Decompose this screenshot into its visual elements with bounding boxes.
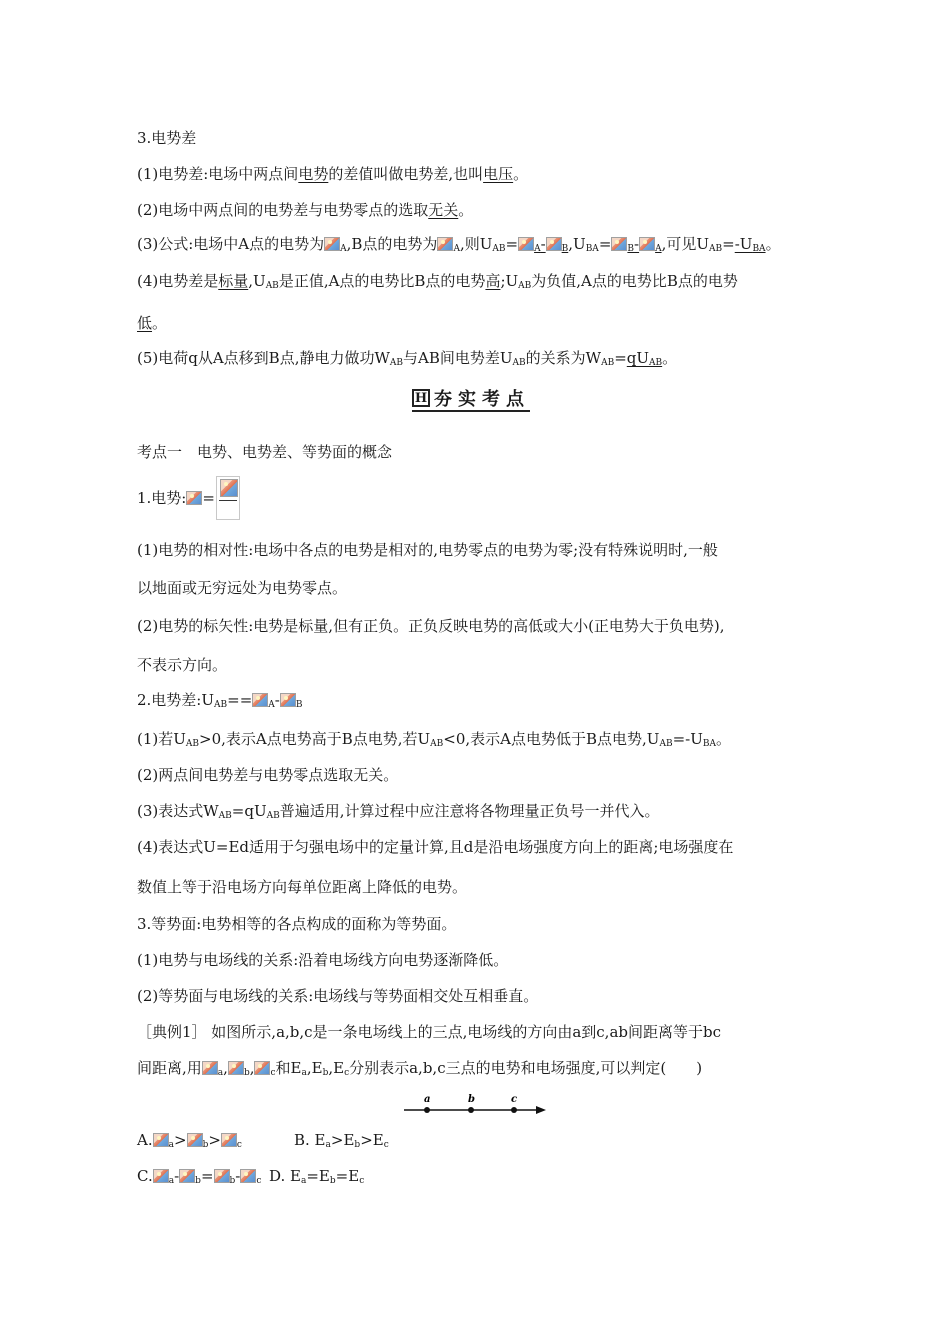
text: (2)等势面与电场线的关系:电场线与等势面相交处互相垂直。 — [137, 987, 539, 1005]
option-b — [294, 1130, 444, 1150]
text: - — [274, 691, 280, 709]
underlined-answer: 标量 — [218, 272, 249, 290]
subscript: AB — [218, 811, 232, 821]
subscript: B — [561, 244, 569, 254]
text: (3)公式:电场中A点的电势为 — [137, 235, 325, 253]
text: 不表示方向。 — [137, 656, 228, 674]
text: (1)电势的相对性:电场中各点的电势是相对的,电势零点的电势为零;没有特殊说明时,一般 — [137, 541, 718, 559]
subscript: b — [322, 1068, 329, 1078]
subscript: a — [301, 1068, 307, 1078]
point-c — [511, 1107, 517, 1113]
text: 以地面或无穷远处为电势零点。 — [137, 579, 348, 597]
paragraph-2 — [137, 200, 827, 220]
text: ,E — [306, 1059, 323, 1077]
text-line — [137, 616, 827, 636]
phi-symbol-image — [254, 1061, 270, 1075]
text: - — [235, 1167, 241, 1185]
text: 考点一 电势、电势差、等势面的概念 — [137, 443, 393, 461]
text: (2)电场中两点间的电势差与电势零点的选取 — [137, 201, 429, 219]
phi-symbol-image — [240, 1169, 256, 1183]
text: A. — [137, 1131, 153, 1149]
text: - — [634, 235, 640, 253]
text: ,U — [568, 235, 586, 253]
subscript: B — [295, 700, 303, 710]
text: (1)电势差:电场中两点间 — [137, 165, 299, 183]
subscript: AB — [512, 358, 526, 368]
electric-field-line-diagram — [400, 1092, 550, 1122]
subscript: a — [300, 1176, 307, 1186]
subscript: AB — [389, 358, 404, 368]
text: ,则U — [459, 235, 493, 253]
label-a: a — [424, 1094, 431, 1105]
underlined-answer: 电压 — [483, 165, 514, 183]
text: 3.电势差 — [137, 129, 197, 147]
text: >E — [330, 1131, 355, 1149]
phi-symbol-image — [252, 693, 268, 707]
text: 。 — [765, 235, 781, 253]
option-a — [137, 1130, 287, 1150]
text-line — [137, 765, 827, 785]
subscript: AB — [518, 281, 532, 291]
text: B. E — [294, 1131, 326, 1149]
phi-symbol-image — [280, 693, 296, 707]
phi-symbol-image — [153, 1169, 169, 1183]
text: 为负值,A点的电势比B点的电势 — [531, 272, 738, 290]
label-b: b — [468, 1094, 475, 1105]
subscript: AB — [214, 700, 228, 710]
text-line — [137, 986, 827, 1006]
section-title-potential-difference — [137, 128, 827, 148]
text: (2)两点间电势差与电势零点选取无关。 — [137, 766, 399, 784]
h-box-icon — [412, 389, 430, 407]
fraction-bar — [219, 500, 237, 501]
text: == — [227, 691, 253, 709]
underlined-answer — [735, 235, 766, 253]
subscript: AB — [265, 281, 279, 291]
text: = — [202, 489, 215, 507]
subscript: b — [329, 1176, 336, 1186]
example-question-cont — [137, 1058, 827, 1078]
text: 。 — [458, 201, 474, 219]
text: 是正值,A点的电势比B点的电势 — [278, 272, 486, 290]
text: 的关系为W — [525, 349, 602, 367]
text: (1)电势与电场线的关系:沿着电场线方向电势逐渐降低。 — [137, 951, 509, 969]
point-a — [424, 1107, 430, 1113]
text: ,可见U — [661, 235, 710, 253]
text: > — [208, 1131, 221, 1149]
label-c: c — [511, 1094, 518, 1105]
subscript: AB — [649, 358, 663, 368]
subscript: b — [229, 1176, 236, 1186]
subscript: b — [243, 1068, 250, 1078]
phi-symbol-image — [639, 237, 655, 251]
text: = — [505, 235, 519, 253]
subscript: A — [453, 244, 460, 254]
text: =E — [306, 1167, 330, 1185]
text: , — [223, 1059, 228, 1077]
subscript: B — [627, 244, 635, 254]
underlined-answer — [518, 235, 568, 253]
fraction-formula-image — [216, 476, 240, 520]
subscript: AB — [185, 739, 200, 749]
text: (4)电势差是 — [137, 272, 219, 290]
text: (4)表达式U=Ed适用于匀强电场中的定量计算,且d是沿电场强度方向上的距离;电场强度在 — [137, 838, 734, 856]
underlined-answer: 低 — [137, 314, 153, 332]
text: 。 — [152, 314, 168, 332]
text-line — [137, 578, 827, 598]
text: (5)电荷q从A点移到B点,静电力做功W — [137, 349, 390, 367]
phi-symbol-image — [214, 1169, 230, 1183]
topic-heading — [137, 442, 827, 462]
subscript: a — [325, 1140, 331, 1150]
phi-symbol-image — [153, 1133, 169, 1147]
subscript: BA — [585, 244, 599, 254]
paragraph-3-formula — [137, 234, 827, 254]
text: 间距离,用 — [137, 1059, 202, 1077]
text: ,B点的电势为 — [346, 235, 438, 253]
text-line — [137, 950, 827, 970]
paragraph-1 — [137, 164, 827, 184]
text: =-U — [672, 730, 703, 748]
subscript: c — [256, 1176, 262, 1186]
underlined-answer: 无关 — [428, 201, 459, 219]
text: >E — [360, 1131, 384, 1149]
text-line — [137, 729, 827, 749]
subscript: BA — [702, 739, 716, 749]
text: qU — [626, 349, 650, 367]
text-line — [137, 655, 827, 675]
text: = — [598, 235, 612, 253]
subscript: AB — [430, 739, 444, 749]
phi-symbol-image — [228, 1061, 244, 1075]
text-line — [137, 540, 827, 560]
text: >0,表示A点电势高于B点电势,若U — [199, 730, 431, 748]
text: = — [614, 349, 627, 367]
text: 3.等势面:电势相等的各点构成的面称为等势面。 — [137, 915, 457, 933]
banner-title: 夯实考点 — [434, 389, 530, 410]
phi-symbol-image — [546, 237, 562, 251]
text: 。 — [662, 349, 678, 367]
text: 普遍适用,计算过程中应注意将各物理量正负号一并代入。 — [279, 802, 660, 820]
phi-symbol-image — [179, 1169, 195, 1183]
underlined-answer — [611, 235, 661, 253]
subscript: AB — [659, 739, 673, 749]
subscript: c — [236, 1140, 242, 1150]
text: 分别表示a,b,c三点的电势和电场强度,可以判定( ) — [349, 1059, 703, 1077]
subscript: AB — [266, 811, 280, 821]
text: ,E — [328, 1059, 345, 1077]
phi-symbol-image — [202, 1061, 218, 1075]
subscript: AB — [492, 244, 506, 254]
subscript: A — [534, 244, 541, 254]
subscript: a — [168, 1140, 174, 1150]
text: = — [722, 235, 735, 253]
text-line — [137, 801, 827, 821]
text: = — [200, 1167, 214, 1185]
text-line — [137, 914, 827, 934]
option-d — [269, 1166, 419, 1186]
subscript: c — [344, 1068, 350, 1078]
text: ［典例1］ 如图所示,a,b,c是一条电场线上的三点,电场线的方向由a到c,ab间距离等于bc — [137, 1023, 721, 1041]
text: , — [249, 1059, 255, 1077]
text-line — [137, 877, 827, 897]
phi-symbol-image — [221, 1133, 237, 1147]
text: - — [174, 1167, 180, 1185]
arrow-head-icon — [536, 1106, 546, 1114]
point-b — [468, 1107, 474, 1113]
subscript: b — [202, 1140, 209, 1150]
subscript: A — [655, 244, 662, 254]
subscript: a — [217, 1068, 224, 1078]
underlined-answer — [627, 349, 662, 367]
text: -U — [734, 235, 753, 253]
text: 数值上等于沿电场方向每单位距离上降低的电势。 — [137, 878, 468, 896]
text: C. — [137, 1167, 153, 1185]
paragraph-4-cont — [137, 313, 827, 333]
text: <0,表示A点电势低于B点电势,U — [443, 730, 660, 748]
section-banner — [412, 386, 530, 412]
subscript: c — [383, 1140, 389, 1150]
underlined-answer: 电势 — [298, 165, 329, 183]
subscript: AB — [709, 244, 723, 254]
subscript: a — [168, 1176, 175, 1186]
text: (2)电势的标矢性:电势是标量,但有正负。正负反映电势的高低或大小(正电势大于负电势), — [137, 617, 725, 635]
text: D. E — [269, 1167, 301, 1185]
text: =qU — [231, 802, 267, 820]
subscript: BA — [752, 244, 766, 254]
text: 与AB间电势差U — [403, 349, 513, 367]
text: ,U — [248, 272, 266, 290]
text: 。 — [513, 165, 529, 183]
text: =E — [335, 1167, 360, 1185]
formula-image — [220, 479, 238, 497]
potential-definition — [137, 488, 827, 508]
phi-symbol-image — [437, 237, 453, 251]
subscript: A — [268, 700, 275, 710]
option-c — [137, 1166, 267, 1186]
paragraph-5 — [137, 348, 827, 368]
text-line — [137, 837, 827, 857]
example-question — [137, 1022, 827, 1042]
text: > — [173, 1131, 187, 1149]
text: 和E — [275, 1059, 302, 1077]
text: 2.电势差:U — [137, 691, 215, 709]
phi-symbol-image — [186, 491, 202, 505]
text: 1.电势: — [137, 489, 187, 507]
phi-symbol-image — [518, 237, 534, 251]
subscript: b — [354, 1140, 361, 1150]
text: - — [540, 235, 546, 253]
potential-difference-definition — [137, 690, 827, 710]
text: (3)表达式W — [137, 802, 219, 820]
text: ;U — [500, 272, 519, 290]
subscript: b — [195, 1176, 201, 1186]
underlined-answer: 高 — [485, 272, 501, 290]
text: H — [414, 390, 428, 406]
subscript: A — [340, 244, 347, 254]
paragraph-4 — [137, 271, 827, 291]
subscript: c — [359, 1176, 365, 1186]
phi-symbol-image — [324, 237, 340, 251]
text: 的差值叫做电势差,也叫 — [328, 165, 484, 183]
subscript: c — [270, 1068, 276, 1078]
subscript: AB — [601, 358, 615, 368]
phi-symbol-image — [611, 237, 627, 251]
text: (1)若U — [137, 730, 186, 748]
text: 。 — [715, 730, 731, 748]
phi-symbol-image — [187, 1133, 203, 1147]
